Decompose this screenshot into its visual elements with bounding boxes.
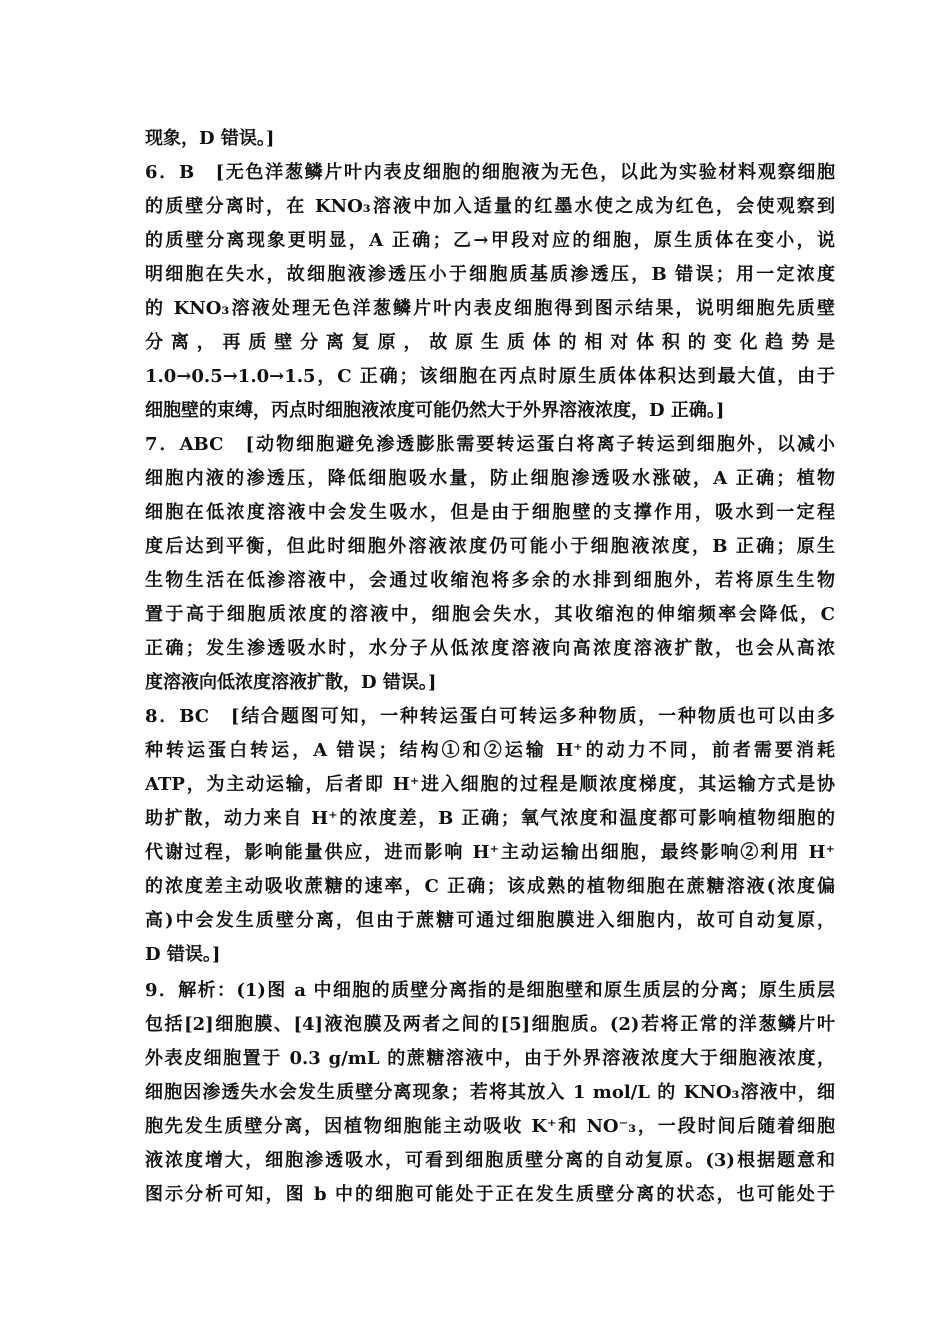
- text-line: 细胞因渗透失水会发生质壁分离现象；若将其放入 1 mol/L 的 KNO₃溶液中，细: [145, 1082, 835, 1103]
- text-line: 代谢过程，影响能量供应，进而影响 H⁺主动运输出细胞，最终影响②利用 H⁺: [145, 842, 835, 863]
- text-line: D 错误。]: [145, 944, 221, 965]
- text-line: 置于高于细胞质浓度的溶液中，细胞会失水，其收缩泡的伸缩频率会降低，C: [145, 604, 835, 625]
- text-line: 种转运蛋白转运，A 错误；结构①和②运输 H⁺的动力不同，前者需要消耗: [145, 740, 835, 761]
- text-line: 7．ABC [动物细胞避免渗透膨胀需要转运蛋白将离子转运到细胞外，以减小: [145, 434, 835, 455]
- text-line: ATP，为主动运输，后者即 H⁺进入细胞的过程是顺浓度梯度，其运输方式是协: [145, 774, 835, 795]
- text-line: 现象，D 错误。]: [145, 128, 275, 149]
- text-line: 液浓度增大，细胞渗透吸水，可看到细胞质壁分离的自动复原。(3)根据题意和: [145, 1150, 835, 1171]
- text-line: 6．B [无色洋葱鳞片叶内表皮细胞的细胞液为无色，以此为实验材料观察细胞: [145, 162, 835, 183]
- text-line: 度溶液向低浓度溶液扩散，D 错误。]: [145, 672, 437, 693]
- text-line: 的质壁分离时，在 KNO₃溶液中加入适量的红墨水使之成为红色，会使观察到: [145, 196, 835, 217]
- text-line: 正确；发生渗透吸水时，水分子从低浓度溶液向高浓度溶液扩散，也会从高浓: [145, 638, 835, 659]
- text-line: 细胞壁的束缚，丙点时细胞液浓度可能仍然大于外界溶液浓度，D 正确。]: [145, 400, 725, 421]
- text-line: 细胞在低浓度溶液中会发生吸水，但是由于细胞壁的支撑作用，吸水到一定程: [145, 502, 835, 523]
- text-line: 图示分析可知，图 b 中的细胞可能处于正在发生质壁分离的状态，也可能处于: [145, 1184, 835, 1205]
- text-line: 8．BC [结合题图可知，一种转运蛋白可转运多种物质，一种物质也可以由多: [145, 706, 835, 727]
- text-line: 生物生活在低渗溶液中，会通过收缩泡将多余的水排到细胞外，若将原生生物: [145, 570, 835, 591]
- text-line: 包括[2]细胞膜、[4]液泡膜及两者之间的[5]细胞质。(2)若将正常的洋葱鳞片叶: [145, 1014, 835, 1035]
- text-line: 明细胞在失水，故细胞液渗透压小于细胞质基质渗透压，B 错误；用一定浓度: [145, 264, 835, 285]
- text-line: 的浓度差主动吸收蔗糖的速率，C 正确；该成熟的植物细胞在蔗糖溶液(浓度偏: [145, 876, 835, 897]
- text-line: 9．解析：(1)图 a 中细胞的质壁分离指的是细胞壁和原生质层的分离；原生质层: [145, 980, 835, 1001]
- text-line: 的质壁分离现象更明显，A 正确；乙→甲段对应的细胞，原生质体在变小，说: [145, 230, 835, 251]
- text-line: 的 KNO₃溶液处理无色洋葱鳞片叶内表皮细胞得到图示结果，说明细胞先质壁: [145, 298, 835, 319]
- text-line: 高)中会发生质壁分离，但由于蔗糖可通过细胞膜进入细胞内，故可自动复原，: [145, 910, 835, 931]
- text-line: 1.0→0.5→1.0→1.5，C 正确；该细胞在丙点时原生质体体积达到最大值，由于: [145, 366, 835, 387]
- text-line: 度后达到平衡，但此时细胞外溶液浓度仍可能小于细胞液浓度，B 正确；原生: [145, 536, 835, 557]
- text-line: 分 离 ， 再 质 壁 分 离 复 原 ， 故 原 生 质 体 的 相 对 体 积 的 变 化 趋 势 是: [145, 332, 835, 353]
- text-line: 助扩散，动力来自 H⁺的浓度差，B 正确；氧气浓度和温度都可影响植物细胞的: [145, 808, 835, 829]
- text-line: 细胞内液的渗透压，降低细胞吸水量，防止细胞渗透吸水涨破，A 正确；植物: [145, 468, 835, 489]
- text-line: 胞先发生质壁分离，因植物细胞能主动吸收 K⁺和 NO⁻₃，一段时间后随着细胞: [145, 1116, 835, 1137]
- text-line: 外表皮细胞置于 0.3 g/mL 的蔗糖溶液中，由于外界溶液浓度大于细胞液浓度，: [145, 1048, 835, 1069]
